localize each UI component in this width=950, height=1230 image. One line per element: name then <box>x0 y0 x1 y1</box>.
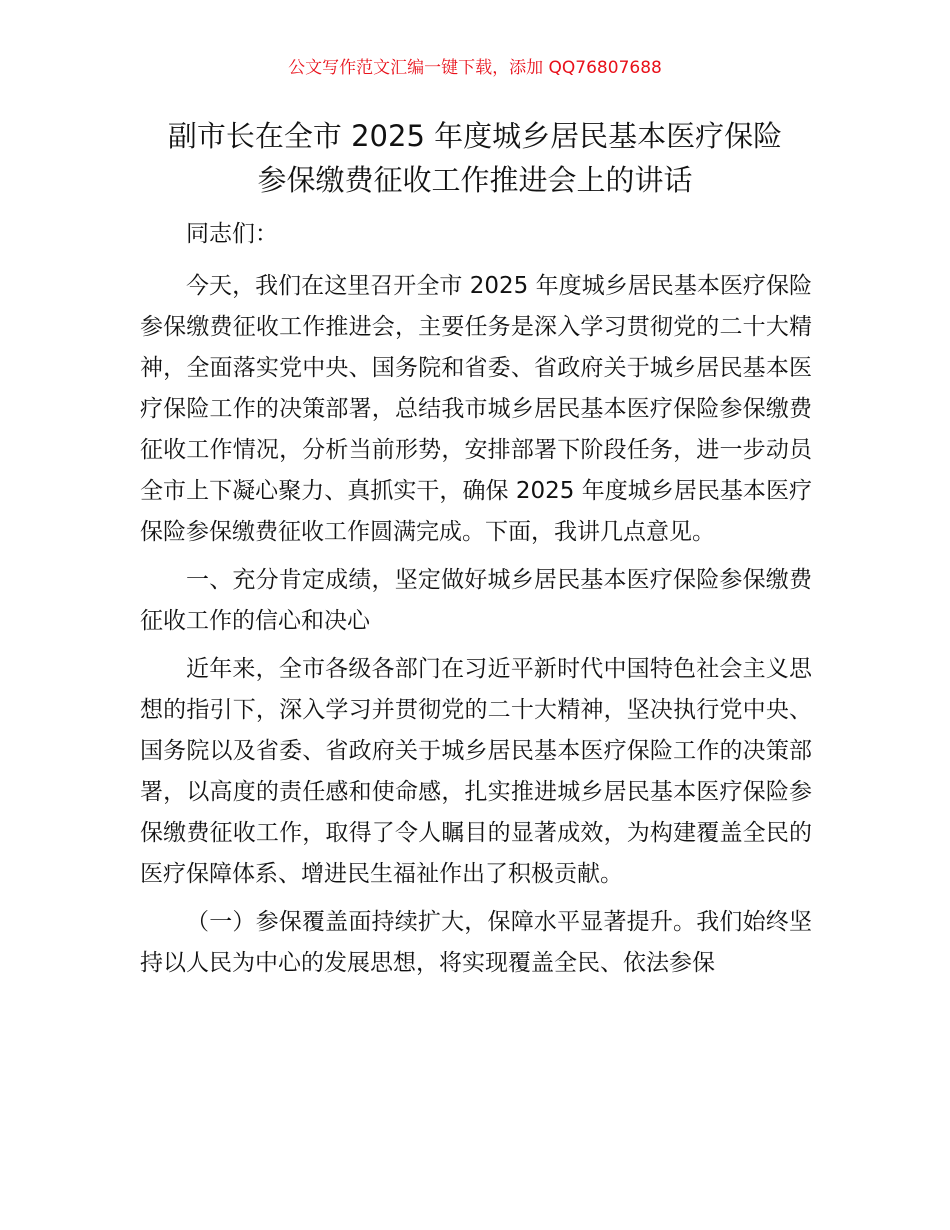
document-body <box>140 214 812 991</box>
paragraph-subsection-1: （一）参保覆盖面持续扩大，保障水平显著提升。我们始终坚持以人民为中心的发展思想，将实现覆盖全民、依法参保 <box>140 909 812 976</box>
document-title-line-1: 副市长在全市 2025 年度城乡居民基本医疗保险 <box>167 119 783 153</box>
salutation: 同志们： <box>186 221 278 247</box>
paragraph-opening: 今天，我们在这里召开全市 2025 年度城乡居民基本医疗保险参保缴费征收工作推进会，主要任务是深入学习贯彻党的二十大精神，全面落实党中央、国务院和省委、省政府关于城乡居民基本医疗保险工作的决策部署，总结我市城乡居民基本医疗保险参保缴费征收工作情况，分析当前形势，安排部署下阶段任务，进一步动员全市上下凝心聚力、真抓实干，确保 2025 年度城乡居民基本医疗保险参保缴费征收工作圆满完成。下面，我讲几点意见。 <box>140 273 812 545</box>
download-promo-banner: 公文写作范文汇编一键下载，添加 QQ76807688 <box>288 58 662 78</box>
document-title <box>120 114 830 202</box>
paragraph-achievements: 近年来，全市各级各部门在习近平新时代中国特色社会主义思想的指引下，深入学习并贯彻党的二十大精神，坚决执行党中央、国务院以及省委、省政府关于城乡居民基本医疗保险工作的决策部署，以高度的责任感和使命感，扎实推进城乡居民基本医疗保险参保缴费征收工作，取得了令人瞩目的显著成效，为构建覆盖全民的医疗保障体系、增进民生福祉作出了积极贡献。 <box>140 656 812 887</box>
section-heading-1: 一、充分肯定成绩，坚定做好城乡居民基本医疗保险参保缴费征收工作的信心和决心 <box>140 567 812 634</box>
document-title-line-2: 参保缴费征收工作推进会上的讲话 <box>257 163 693 197</box>
